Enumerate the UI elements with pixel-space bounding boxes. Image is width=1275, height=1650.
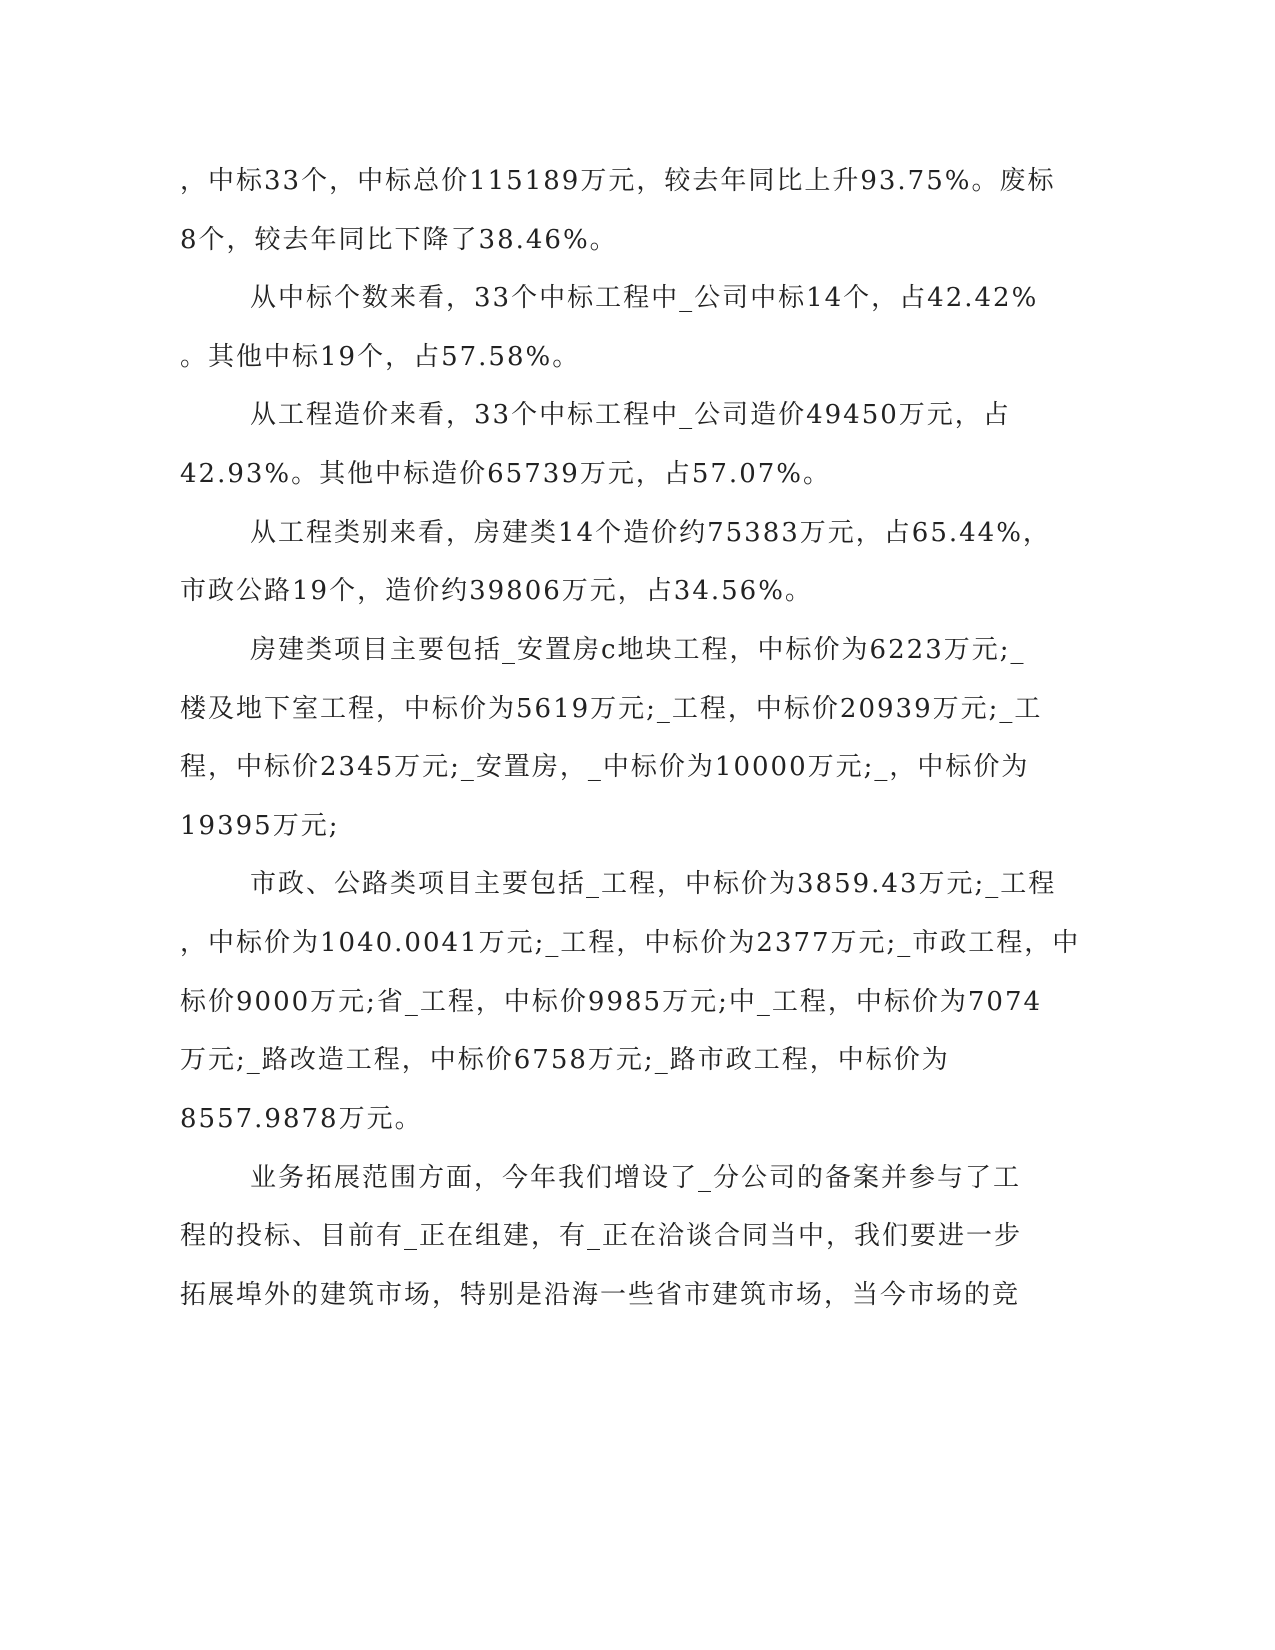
text-line: ，中标33个，中标总价115189万元，较去年同比上升93.75%。废标 — [180, 166, 1056, 196]
text-line: 标价9000万元;省_工程，中标价9985万元;中_工程，中标价为7074 — [180, 987, 1043, 1017]
text-line: 42.93%。其他中标造价65739万元，占57.07%。 — [180, 459, 831, 489]
text-line: 。其他中标19个，占57.58%。 — [180, 342, 581, 372]
text-line: 楼及地下室工程，中标价为5619万元;_工程，中标价20939万元;_工 — [180, 694, 1043, 724]
text-line: 程，中标价2345万元;_安置房，_中标价为10000万元;_，中标价为 — [180, 752, 1030, 782]
text-line: ，中标价为1040.0041万元;_工程，中标价为2377万元;_市政工程，中 — [180, 928, 1081, 958]
text-line: 8个，较去年同比下降了38.46%。 — [180, 225, 618, 255]
paragraph-start: 从中标个数来看，33个中标工程中_公司中标14个，占42.42% — [250, 283, 1039, 313]
paragraph-start: 房建类项目主要包括_安置房c地块工程，中标价为6223万元;_ — [250, 635, 1026, 665]
paragraph-start: 从工程造价来看，33个中标工程中_公司造价49450万元，占 — [250, 400, 1011, 430]
text-line: 万元;_路改造工程，中标价6758万元;_路市政工程，中标价为 — [180, 1045, 950, 1075]
text-line: 8557.9878万元。 — [180, 1104, 423, 1134]
text-line: 市政公路19个，造价约39806万元，占34.56%。 — [180, 576, 813, 606]
paragraph-start: 市政、公路类项目主要包括_工程，中标价为3859.43万元;_工程 — [250, 869, 1057, 899]
text-line: 拓展埠外的建筑市场，特别是沿海一些省市建筑市场，当今市场的竞 — [180, 1280, 1021, 1310]
text-line: 19395万元; — [180, 811, 340, 841]
paragraph-start: 业务拓展范围方面，今年我们增设了_分公司的备案并参与了工 — [250, 1163, 1022, 1193]
text-line: 程的投标、目前有_正在组建，有_正在洽谈合同当中，我们要进一步 — [180, 1221, 1023, 1251]
paragraph-start: 从工程类别来看，房建类14个造价约75383万元，占65.44%， — [250, 518, 1051, 548]
